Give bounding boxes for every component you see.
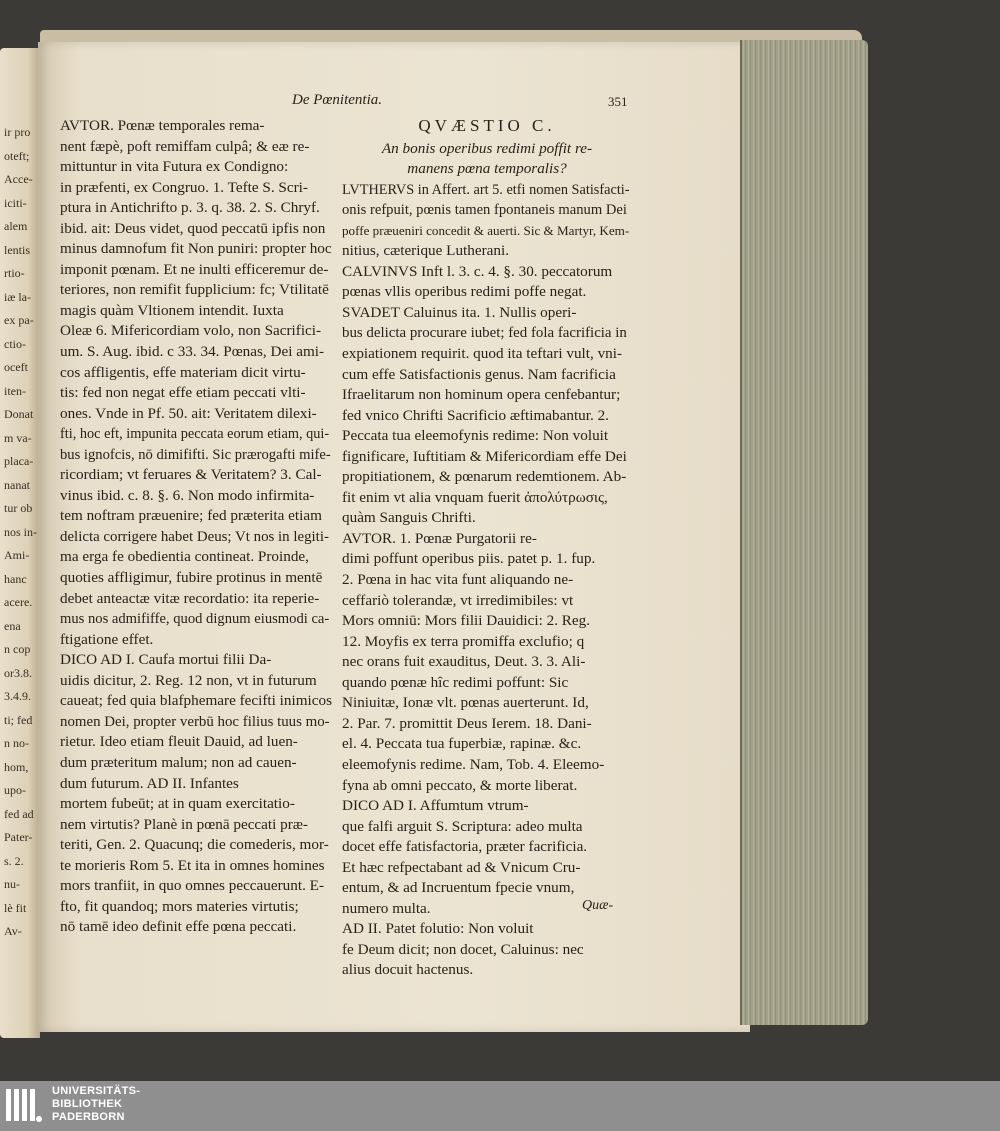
margin-fragment: m va- — [4, 430, 32, 445]
margin-fragment: hom, — [4, 759, 29, 774]
margin-fragment: ti; fed — [4, 712, 33, 727]
text-line: vinus ibid. c. 8. §. 6. Non modo infirmita- — [60, 486, 315, 504]
text-line: cum effe Satisfactionis genus. Nam facrificia — [342, 365, 616, 383]
text-line: fed vnico Chrifti Sacrificio æftimabantur. 2. — [342, 406, 609, 424]
margin-fragment: oteft; — [4, 148, 30, 163]
margin-fragment: fed ad — [4, 806, 34, 821]
text-line: expiationem requirit. quod ita teftari vult, vni- — [342, 345, 623, 363]
text-line: LVTHERVS in Affert. art 5. etfi nomen Satisfacti- — [342, 181, 630, 198]
text-line: nent fæpè, poft remiffam culpâ; & eæ re- — [60, 137, 310, 155]
text-line: nitius, cæterique Lutherani. — [342, 242, 510, 260]
text-line: alius docuit hactenus. — [342, 961, 474, 979]
text-line: que falfi arguit S. Scriptura: adeo multa — [342, 817, 583, 835]
text-line: dum futurum. AD II. Infantes — [60, 774, 239, 792]
library-name-line: UNIVERSITÄTS- — [52, 1085, 141, 1097]
text-line: cos affligentis, effe materiam dicit virtu- — [60, 363, 306, 381]
left-page-fragment — [0, 48, 40, 1038]
text-line: ibid. ait: Deus videt, quod peccatū ipfis non — [60, 219, 326, 237]
text-line: teriores, non remifit fupplicium: fc; Vtilitatē — [60, 281, 329, 299]
text-line: tis: fed non negat effe etiam peccati vlti- — [60, 384, 306, 402]
text-line: te morieris Rom 5. Et ita in omnes homines — [60, 856, 325, 874]
text-line: fit enim vt alia vnquam fuerit ἀπολύτρωσις, — [342, 488, 608, 506]
text-line: debet anteactæ vitæ recordatio: ita reperie- — [60, 589, 320, 607]
text-line: fignificare, Iuftitiam & Mifericordiam effe Dei — [342, 447, 627, 465]
text-line: poffe præueniri concedit & auerti. Sic & Martyr, Kem- — [342, 222, 630, 238]
text-line: mortem fubeūt; at in quam exercitatio- — [60, 795, 295, 813]
question-title: QVÆSTIO C. — [418, 116, 556, 135]
text-line: ceffariò tolerandæ, vt irredimibiles: vt — [342, 591, 574, 609]
text-line: docet effe fatisfactoria, præter facrificia. — [342, 838, 588, 856]
text-line: mus nos admififfe, quod dignum eiusmodi ca- — [60, 611, 330, 628]
margin-fragment: nanat — [4, 477, 30, 492]
margin-fragment: n no- — [4, 736, 29, 750]
text-line: 2. Par. 7. promittit Deus Ierem. 18. Dani- — [342, 714, 592, 732]
text-line: entum, & ad Incruentum fpecie vnum, — [342, 879, 575, 897]
text-line: quando pœnæ hîc redimi poffunt: Sic — [342, 673, 569, 691]
margin-fragment: ir pro — [4, 125, 31, 139]
text-line: teriti, Gen. 2. Quacunq; die comederis, mor- — [60, 836, 329, 854]
text-line: caueat; fed quia blafphemare fecifti inimicos — [60, 692, 332, 710]
margin-fragment: acere. — [4, 595, 33, 609]
text-line: quoties affligimur, fubire protinus in mentē — [60, 569, 323, 587]
margin-fragment: tur ob — [4, 501, 33, 515]
text-line: eleemofynis redime. Nam, Tob. 4. Eleemo- — [342, 755, 605, 773]
text-line: fto, fit quandoq; mors materies virtutis; — [60, 897, 299, 915]
text-line: nō tamē ideo definit effe pœna peccati. — [60, 918, 297, 936]
margin-fragment: ena — [4, 618, 21, 633]
margin-fragment: rtio- — [4, 266, 25, 280]
text-line: 2. Pœna in hac vita funt aliquando ne- — [342, 571, 574, 589]
text-line: ma erga fe obedientia contineat. Proinde, — [60, 548, 309, 566]
right-text-column — [342, 116, 632, 981]
margin-fragment: ex pa- — [4, 313, 34, 327]
text-line: ftigatione effet. — [60, 630, 154, 648]
text-line: AD II. Patet folutio: Non voluit — [342, 920, 534, 938]
text-line: dum præteritum malum; non ad cauen- — [60, 753, 297, 771]
text-line: dimi poffunt operibus piis. patet p. 1. fup. — [342, 550, 596, 568]
margin-fragment: alem — [4, 219, 28, 233]
text-line: imponit pœnam. Et ne inulti efficeremur de- — [60, 260, 329, 278]
text-line: nem virtutis? Planè in pœnā peccati præ- — [60, 815, 308, 833]
library-name-line: BIBLIOTHEK — [52, 1098, 123, 1110]
text-line: 12. Moyfis ex terra promiffa exclufio; q — [342, 632, 585, 650]
margin-fragment: Pater- — [4, 830, 33, 844]
text-line: minus damnofum fit Non puniri: propter hoc — [60, 240, 332, 258]
margin-fragment: Ami- — [4, 548, 30, 562]
library-logo-icon — [4, 1085, 44, 1125]
page-number: 351 — [608, 94, 628, 109]
margin-fragment: iten- — [4, 383, 26, 398]
running-head: De Pœnitentia. — [292, 92, 382, 108]
margin-fragment: oceft — [4, 360, 28, 374]
margin-fragment: upo- — [4, 783, 26, 797]
text-line: nec orans fuit exauditus, Deut. 3. 3. Ali- — [342, 653, 586, 671]
text-line: Niniuitæ, Ionæ vlt. pœnas auerterunt. Id, — [342, 694, 589, 712]
text-line: ptura in Antichrifto p. 3. q. 38. 2. S. Chryf. — [60, 199, 320, 217]
text-line: CALVINVS Inft l. 3. c. 4. §. 30. peccatorum — [342, 262, 613, 280]
text-line: delicta corrigere habet Deus; Vt nos in legiti- — [60, 528, 329, 545]
text-line: tem noftram præuenire; fed præterita etiam — [60, 507, 322, 525]
margin-fragment: lè fit — [4, 900, 27, 915]
margin-fragment: Acce- — [4, 172, 33, 186]
text-line: in præfenti, ex Congruo. 1. Tefte S. Scri- — [60, 178, 308, 196]
library-footer — [0, 1081, 1000, 1131]
text-line: ones. Vnde in Pf. 50. ait: Veritatem dilexi- — [60, 404, 317, 422]
text-line: el. 4. Peccata tua fuperbiæ, rapinæ. &c. — [342, 735, 582, 753]
text-line: fe Deum dicit; non docet, Caluinus: nec — [342, 940, 584, 958]
text-line: ricordiam; vt feruares & Veritatem? 3. Cal- — [60, 466, 322, 484]
text-line: mors tranfiit, in quo omnes peccauerunt. E- — [60, 877, 325, 895]
margin-fragment: placa- — [4, 454, 34, 468]
text-line: propitiationem, & pœnarum redemtionem. Ab- — [342, 468, 627, 486]
text-line: pœnas vllis operibus redimi poffe negat. — [342, 283, 587, 301]
margin-fragment: ctio- — [4, 336, 26, 351]
text-line: Et hæc refpectabant ad & Vnicum Cru- — [342, 858, 581, 876]
catchword: Quæ- — [582, 898, 614, 913]
margin-fragment: iæ la- — [4, 289, 31, 304]
margin-fragment: iciti- — [4, 195, 27, 210]
text-line: magis quàm Vltionem intendit. Iuxta — [60, 301, 284, 319]
text-line: AVTOR. Pœnæ temporales rema- — [60, 117, 265, 134]
margin-fragment: lentis — [4, 242, 30, 257]
text-line: DICO AD I. Affumtum vtrum- — [342, 797, 529, 815]
text-line: uidis dicitur, 2. Reg. 12 non, vt in futurum — [60, 671, 317, 689]
margin-fragment: hanc — [4, 571, 27, 586]
text-line: Mors omniū: Mors filii Dauidici: 2. Reg. — [342, 612, 591, 630]
text-line: numero multa. — [342, 899, 431, 917]
text-line: fti, hoc eft, impunita peccata eorum etiam, qui- — [60, 426, 330, 443]
text-line: bus delicta procurare iubet; fed fola facrificia in — [342, 325, 627, 342]
text-line: AVTOR. 1. Pœnæ Purgatorii re- — [342, 529, 537, 547]
text-line: nomen Dei, propter verbū hoc filius tuus mo- — [60, 713, 330, 730]
page-edges — [740, 40, 868, 1025]
library-name-line: PADERBORN — [52, 1111, 125, 1123]
text-line: onis refpuit, pœnis tamen fpontaneis manum Dei — [342, 202, 627, 219]
text-line: DICO AD I. Caufa mortui filii Da- — [60, 651, 272, 669]
question-subtitle: An bonis operibus redimi poffit re- — [381, 139, 593, 157]
text-line: quàm Sanguis Chrifti. — [342, 509, 476, 527]
text-line: mittuntur in vita Futura ex Condigno: — [60, 158, 289, 176]
text-line: Oleæ 6. Mifericordiam volo, non Sacrifici- — [60, 322, 322, 340]
margin-fragment: nu- — [4, 877, 20, 891]
margin-fragment: or3.8. — [4, 665, 32, 680]
text-line: fyna ab omni peccato, & morte liberat. — [342, 776, 578, 794]
library-name — [52, 1085, 140, 1124]
margin-fragment: Donat — [4, 407, 34, 421]
text-line: rietur. Ideo etiam fleuit Dauid, ad luen- — [60, 733, 298, 751]
text-line: SVADET Caluinus ita. 1. Nullis operi- — [342, 303, 577, 321]
margin-fragment: 3.4.9. — [4, 689, 31, 703]
margin-fragment: nos in- — [4, 524, 37, 539]
question-subtitle: manens pœna temporalis? — [407, 160, 567, 178]
margin-fragment: Av- — [4, 924, 22, 938]
text-line: Ifraelitarum non hominum opera cenfebantur; — [342, 386, 621, 404]
left-text-column — [60, 116, 332, 938]
text-line: bus ignofcis, nō dimififti. Sic prærogafti mife- — [60, 446, 331, 463]
text-line: Peccata tua eleemofynis redime: Non voluit — [342, 427, 609, 445]
margin-fragment: s. 2. — [4, 853, 24, 868]
text-line: um. S. Aug. ibid. c 33. 34. Pœnas, Dei ami- — [60, 343, 325, 361]
margin-fragment: n cop — [4, 642, 31, 656]
